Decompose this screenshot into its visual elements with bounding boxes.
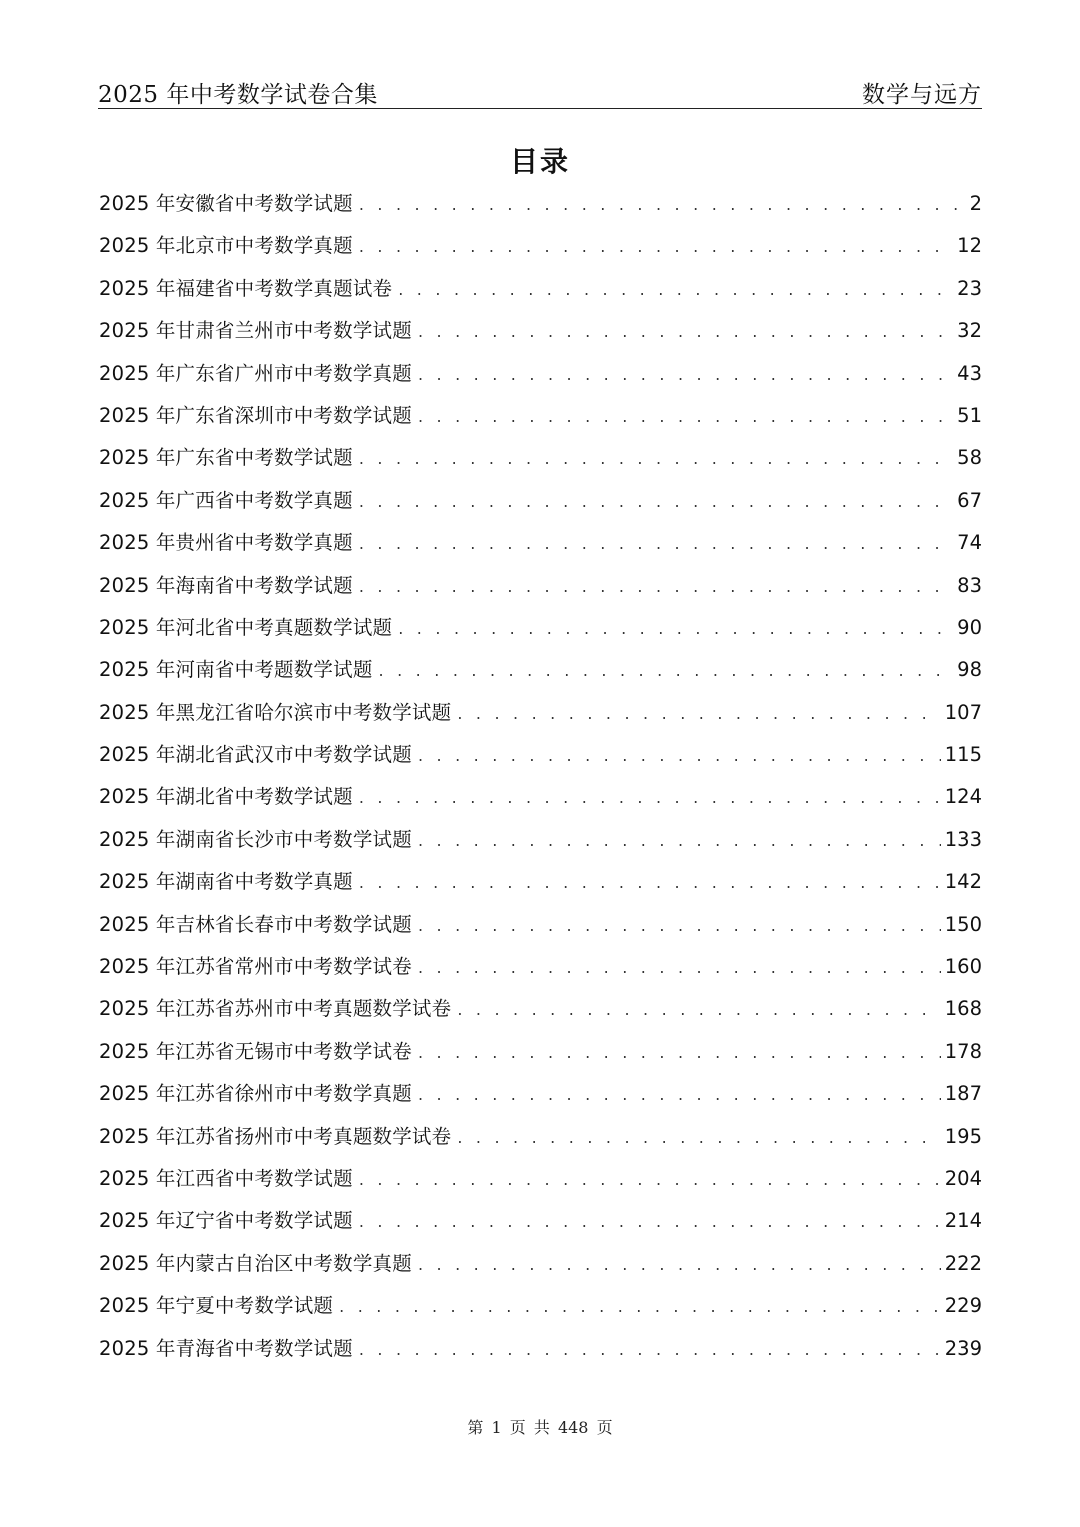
toc-page-number: 51 [957, 403, 982, 427]
toc-entry[interactable] [99, 188, 982, 230]
toc-dot-leader [359, 788, 941, 807]
toc-dot-leader [418, 746, 941, 765]
toc-entry[interactable] [99, 781, 982, 823]
toc-entry-title: 2025 年吉林省长春市中考数学试题 [99, 912, 412, 936]
toc-entry[interactable] [99, 1205, 982, 1247]
toc-dot-leader [457, 1128, 940, 1147]
header-title: 2025 年中考数学试卷合集 [98, 82, 378, 108]
toc-page-number: 32 [957, 319, 982, 343]
toc-dot-leader [379, 661, 954, 680]
toc-page-number: 67 [957, 488, 982, 512]
toc-page-number: 12 [957, 234, 982, 258]
toc-entry[interactable] [99, 1163, 982, 1205]
toc-dot-leader [418, 407, 953, 426]
toc-dot-leader [418, 1255, 941, 1274]
toc-entry[interactable] [99, 230, 982, 272]
toc-dot-leader [359, 1340, 941, 1359]
toc-page-number: 98 [957, 658, 982, 682]
toc-entry[interactable] [99, 993, 982, 1035]
toc-dot-leader [457, 704, 940, 723]
toc-page-number: 195 [944, 1124, 982, 1148]
toc-page-number: 142 [944, 870, 982, 894]
toc-page-number: 214 [944, 1209, 982, 1233]
toc-entry-title: 2025 年湖南省长沙市中考数学试题 [99, 827, 412, 851]
toc-entry[interactable] [99, 315, 982, 357]
toc-dot-leader [359, 1170, 941, 1189]
toc-entry-title: 2025 年广西省中考数学真题 [99, 488, 353, 512]
table-of-contents [99, 188, 982, 1375]
toc-page-number: 124 [944, 785, 982, 809]
toc-entry-title: 2025 年青海省中考数学试题 [99, 1336, 353, 1360]
toc-entry[interactable] [99, 739, 982, 781]
toc-entry-title: 2025 年贵州省中考数学真题 [99, 531, 353, 555]
toc-page-number: 115 [944, 743, 982, 767]
toc-page-number: 74 [957, 531, 982, 555]
page-title: 目录 [509, 145, 570, 178]
toc-entry[interactable] [99, 612, 982, 654]
toc-entry-title: 2025 年湖北省武汉市中考数学试题 [99, 743, 412, 767]
toc-entry-title: 2025 年内蒙古自治区中考数学真题 [99, 1251, 412, 1275]
toc-entry[interactable] [99, 824, 982, 866]
toc-dot-leader [339, 1297, 941, 1316]
toc-dot-leader [398, 619, 953, 638]
toc-entry-title: 2025 年江苏省常州市中考数学试卷 [99, 955, 412, 979]
toc-entry-title: 2025 年江西省中考数学试题 [99, 1166, 353, 1190]
toc-page-number: 43 [957, 361, 982, 385]
toc-entry-title: 2025 年江苏省苏州市中考真题数学试卷 [99, 997, 452, 1021]
toc-dot-leader [418, 365, 953, 384]
toc-entry[interactable] [99, 273, 982, 315]
header-author: 数学与远方 [862, 82, 982, 108]
toc-entry[interactable] [99, 654, 982, 696]
toc-entry[interactable] [99, 1290, 982, 1332]
page-footer: 第 1 页 共 448 页 [467, 1418, 613, 1437]
toc-entry-title: 2025 年湖南省中考数学真题 [99, 870, 353, 894]
toc-dot-leader [418, 916, 941, 935]
toc-entry-title: 2025 年福建省中考数学真题试卷 [99, 276, 393, 300]
toc-entry[interactable] [99, 909, 982, 951]
toc-entry[interactable] [99, 485, 982, 527]
toc-entry[interactable] [99, 442, 982, 484]
toc-page-number: 222 [944, 1251, 982, 1275]
toc-page-number: 178 [944, 1039, 982, 1063]
toc-dot-leader [418, 322, 953, 341]
toc-entry-title: 2025 年广东省深圳市中考数学试题 [99, 403, 412, 427]
toc-entry-title: 2025 年广东省中考数学试题 [99, 446, 353, 470]
toc-page-number: 239 [944, 1336, 982, 1360]
toc-entry-title: 2025 年河南省中考题数学试题 [99, 658, 373, 682]
toc-dot-leader [359, 577, 953, 596]
toc-entry-title: 2025 年海南省中考数学试题 [99, 573, 353, 597]
toc-dot-leader [359, 1212, 941, 1231]
toc-entry-title: 2025 年安徽省中考数学试题 [99, 192, 353, 215]
toc-dot-leader [457, 1000, 940, 1019]
toc-dot-leader [418, 1043, 941, 1062]
toc-dot-leader [359, 237, 953, 256]
toc-entry-title: 2025 年北京市中考数学真题 [99, 234, 353, 258]
toc-entry[interactable] [99, 400, 982, 442]
toc-page-number: 168 [944, 997, 982, 1021]
toc-page-number: 2 [969, 192, 982, 215]
toc-entry[interactable] [99, 866, 982, 908]
toc-page-number: 107 [944, 700, 982, 724]
toc-entry-title: 2025 年河北省中考真题数学试题 [99, 615, 393, 639]
toc-entry[interactable] [99, 570, 982, 612]
toc-entry[interactable] [99, 1248, 982, 1290]
toc-entry-title: 2025 年湖北省中考数学试题 [99, 785, 353, 809]
toc-dot-leader [359, 195, 966, 214]
toc-page-number: 187 [944, 1082, 982, 1106]
toc-entry-title: 2025 年黑龙江省哈尔滨市中考数学试题 [99, 700, 452, 724]
toc-page-number: 83 [957, 573, 982, 597]
toc-dot-leader [359, 873, 941, 892]
toc-page-number: 150 [944, 912, 982, 936]
toc-dot-leader [359, 492, 953, 511]
toc-entry-title: 2025 年江苏省无锡市中考数学试卷 [99, 1039, 412, 1063]
toc-page-number: 90 [957, 615, 982, 639]
toc-entry[interactable] [99, 1036, 982, 1078]
toc-dot-leader [418, 1085, 941, 1104]
toc-page-number: 58 [957, 446, 982, 470]
toc-entry-title: 2025 年辽宁省中考数学试题 [99, 1209, 353, 1233]
toc-page-number: 229 [944, 1294, 982, 1318]
toc-page-number: 160 [944, 955, 982, 979]
toc-dot-leader [418, 831, 941, 850]
toc-page-number: 23 [957, 276, 982, 300]
toc-page-number: 133 [944, 827, 982, 851]
toc-entry[interactable] [99, 1333, 982, 1375]
toc-dot-leader [398, 280, 953, 299]
page-header [98, 74, 982, 109]
toc-dot-leader [359, 534, 953, 553]
toc-entry-title: 2025 年甘肃省兰州市中考数学试题 [99, 319, 412, 343]
toc-entry[interactable] [99, 951, 982, 993]
toc-dot-leader [418, 958, 941, 977]
toc-entry[interactable] [99, 1121, 982, 1163]
toc-page-number: 204 [944, 1166, 982, 1190]
toc-entry[interactable] [99, 527, 982, 569]
toc-entry[interactable] [99, 1078, 982, 1120]
toc-entry-title: 2025 年宁夏中考数学试题 [99, 1294, 334, 1318]
toc-entry[interactable] [99, 697, 982, 739]
toc-entry-title: 2025 年江苏省扬州市中考真题数学试卷 [99, 1124, 452, 1148]
toc-dot-leader [359, 449, 953, 468]
toc-entry-title: 2025 年江苏省徐州市中考数学真题 [99, 1082, 412, 1106]
toc-entry-title: 2025 年广东省广州市中考数学真题 [99, 361, 412, 385]
toc-entry[interactable] [99, 358, 982, 400]
